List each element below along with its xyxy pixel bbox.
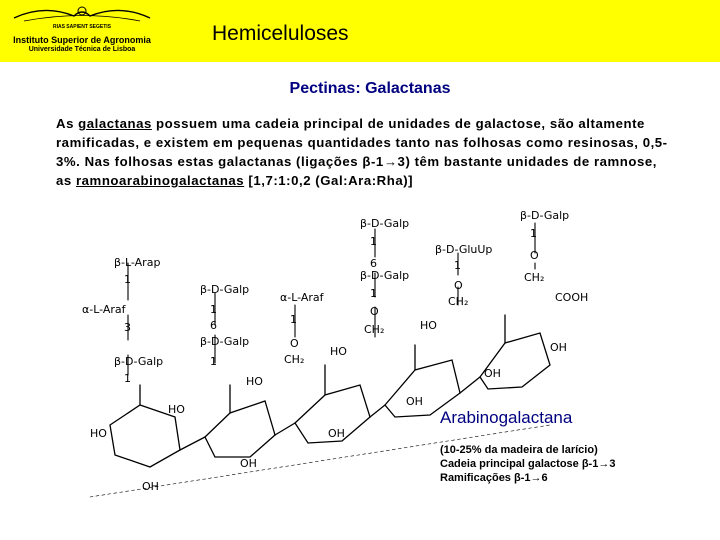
- label-ch2-a: CH₂: [284, 353, 305, 366]
- label-galp-f: β-D-Galp: [520, 209, 570, 222]
- label-galp-c: β-D-Galp: [200, 335, 250, 348]
- logo-institute-name: Instituto Superior de Agronomia: [13, 35, 151, 45]
- page-title: Hemiceluloses: [212, 22, 349, 45]
- label-one-b: 1: [124, 372, 131, 385]
- label-ho-a: HO: [90, 427, 107, 440]
- term-ramnoarabinogalactanas: ramnoarabinogalactanas: [75, 173, 245, 188]
- label-one-i: 1: [530, 227, 537, 240]
- logo-university-name: Universidade Técnica de Lisboa: [28, 46, 136, 53]
- section-subtitle: Pectinas: Galactanas: [289, 80, 451, 97]
- label-ch2-d: CH₂: [524, 271, 545, 284]
- term-galactanas: galactanas: [78, 116, 152, 131]
- label-oh-c: OH: [142, 480, 159, 493]
- label-glup: β-D-GluUp: [435, 243, 493, 256]
- label-ho-e: HO: [420, 319, 437, 332]
- para-text-3: [1,7:1:0,2 (Gal:Ara:Rha)]: [244, 173, 414, 188]
- label-cooh: COOH: [555, 291, 589, 304]
- label-oh-a: OH: [550, 341, 567, 354]
- label-ho-d: HO: [330, 345, 347, 358]
- note-main-chain: Cadeia principal galactose β-1→3: [440, 458, 616, 470]
- label-one-e: 1: [290, 313, 297, 326]
- label-arap: β-L-Arap: [114, 256, 161, 269]
- arabinogalactana-notes: [440, 443, 615, 485]
- label-o-b: O: [370, 305, 379, 318]
- institution-logo: [4, 2, 160, 58]
- label-six-a: 6: [210, 319, 217, 332]
- label-galp-a: β-D-Galp: [114, 355, 164, 368]
- label-ch2-c: CH₂: [448, 295, 469, 308]
- label-ho-c: HO: [246, 375, 263, 388]
- label-one-h: 1: [454, 259, 461, 272]
- label-o-a: O: [290, 337, 299, 350]
- label-ho-b: HO: [168, 403, 185, 416]
- label-ch2-b: CH₂: [364, 323, 385, 336]
- body-paragraph: [56, 114, 668, 190]
- header-bar: [0, 0, 720, 62]
- label-oh-b: OH: [484, 367, 501, 380]
- label-three-a: 3: [124, 321, 131, 334]
- logo-motto: RIAS SAPIENT SEGETIS: [52, 24, 112, 30]
- para-text-1: As: [56, 116, 79, 131]
- note-source: (10-25% da madeira de larício): [440, 444, 598, 456]
- label-galp-d: β-D-Galp: [360, 217, 410, 230]
- label-oh-f: OH: [406, 395, 423, 408]
- note-branches: Ramificações β-1→6: [440, 472, 548, 484]
- label-galp-e: β-D-Galp: [360, 269, 410, 282]
- label-araf-a: α-L-Araf: [82, 303, 126, 316]
- label-o-d: O: [530, 249, 539, 262]
- label-six-b: 6: [370, 257, 377, 270]
- arabinogalactana-title: Arabinogalactana: [440, 408, 573, 427]
- label-o-c: O: [454, 279, 463, 292]
- logo-crest-icon: [4, 2, 160, 24]
- label-araf-b: α-L-Araf: [280, 291, 324, 304]
- para-text-2: possuem uma cadeia principal de unidades de galactose, são altamente ramificadas, e existem em pequenas quantidades tanto nas folhosas como resinosas, 0,5-3%. Nas folhosas estas galactanas (ligações β-1→3) têm bastante unidades de ramnose, as: [56, 116, 668, 188]
- label-one-a: 1: [124, 273, 131, 286]
- label-oh-d: OH: [240, 457, 257, 470]
- label-one-c: 1: [210, 303, 217, 316]
- label-one-g: 1: [370, 287, 377, 300]
- label-oh-e: OH: [328, 427, 345, 440]
- label-one-f: 1: [370, 235, 377, 248]
- label-galp-b: β-D-Galp: [200, 283, 250, 296]
- label-one-d: 1: [210, 355, 217, 368]
